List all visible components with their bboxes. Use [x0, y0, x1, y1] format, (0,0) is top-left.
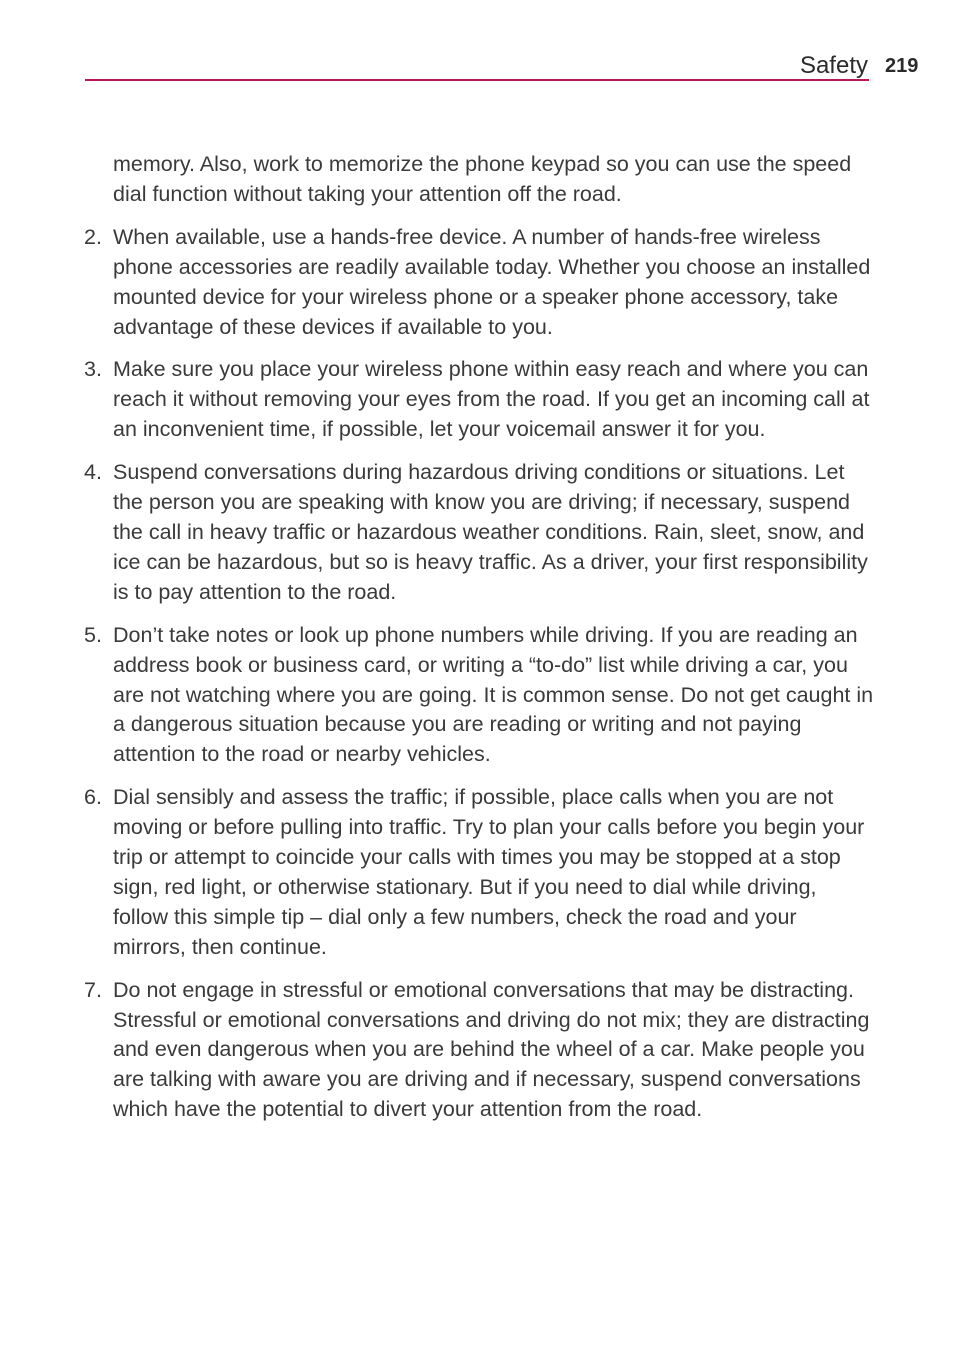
- list-item-text: Dial sensibly and assess the traffic; if possible, place calls when you are not moving or before pulling into traffic. Try to plan your calls before you begin your trip or attempt to coincide your calls with times you may be stopped at a stop sign, red light, or otherwise stationary. But if you need to dial while driving, follow this simple tip – dial only a few numbers, check the road and your mirrors, then continue.: [113, 785, 865, 959]
- list-item-text: Don’t take notes or look up phone numbers while driving. If you are reading an address book or business card, or writing a “to-do” list while driving a car, you are not watching where you are going. It is common sense. Do not get caught in a dangerous situation because you are reading or writing and not paying attention to the road or nearby vehicles.: [113, 622, 874, 767]
- list-item-number: 4.: [84, 460, 102, 485]
- list-item-number: 7.: [84, 977, 102, 1002]
- section-title: Safety: [799, 52, 868, 79]
- list-item-number: 3.: [84, 357, 102, 382]
- list-item: [84, 458, 874, 608]
- list-item-text: When available, use a hands-free device. A number of hands-free wireless phone accessories are readily available today. Whether you choose an installed mounted device for your wireless phone or a speaker phone accessory, take advantage of these devices if available to you.: [113, 224, 871, 339]
- list-item: [84, 355, 874, 445]
- list-item-text: Make sure you place your wireless phone within easy reach and where you can reach it without removing your eyes from the road. If you get an incoming call at an inconvenient time, if possible, let your voicemail answer it for you.: [113, 357, 870, 442]
- page-number: 219: [885, 55, 919, 77]
- page-header: [0, 0, 954, 90]
- list-item-text: Do not engage in stressful or emotional conversations that may be distracting. Stressful or emotional conversations and driving do not mix; they are distracting and even dangerous when you are behind the wheel of a car. Make people you are talking with aware you are driving and if necessary, suspend conversations which have the potential to divert your attention from the road.: [113, 977, 870, 1122]
- list-item-continuation: [84, 150, 874, 210]
- list-item-number: 2.: [84, 224, 102, 249]
- list-item-number: 5.: [84, 622, 102, 647]
- list-item-number: 6.: [84, 785, 102, 810]
- list-item: [84, 783, 874, 962]
- list-item-text: Suspend conversations during hazardous driving conditions or situations. Let the person you are speaking with know you are driving; if necessary, suspend the call in heavy traffic or hazardous weather conditions. Rain, sleet, snow, and ice can be hazardous, but so is heavy traffic. As a driver, your first responsibility is to pay attention to the road.: [113, 460, 868, 604]
- safety-tips-list: [84, 150, 874, 1138]
- list-item: [84, 223, 874, 343]
- list-item-text: memory. Also, work to memorize the phone keypad so you can use the speed dial function without taking your attention off the road.: [113, 152, 852, 206]
- list-item: [84, 976, 874, 1126]
- list-item: [84, 621, 874, 771]
- header-divider: [85, 79, 869, 81]
